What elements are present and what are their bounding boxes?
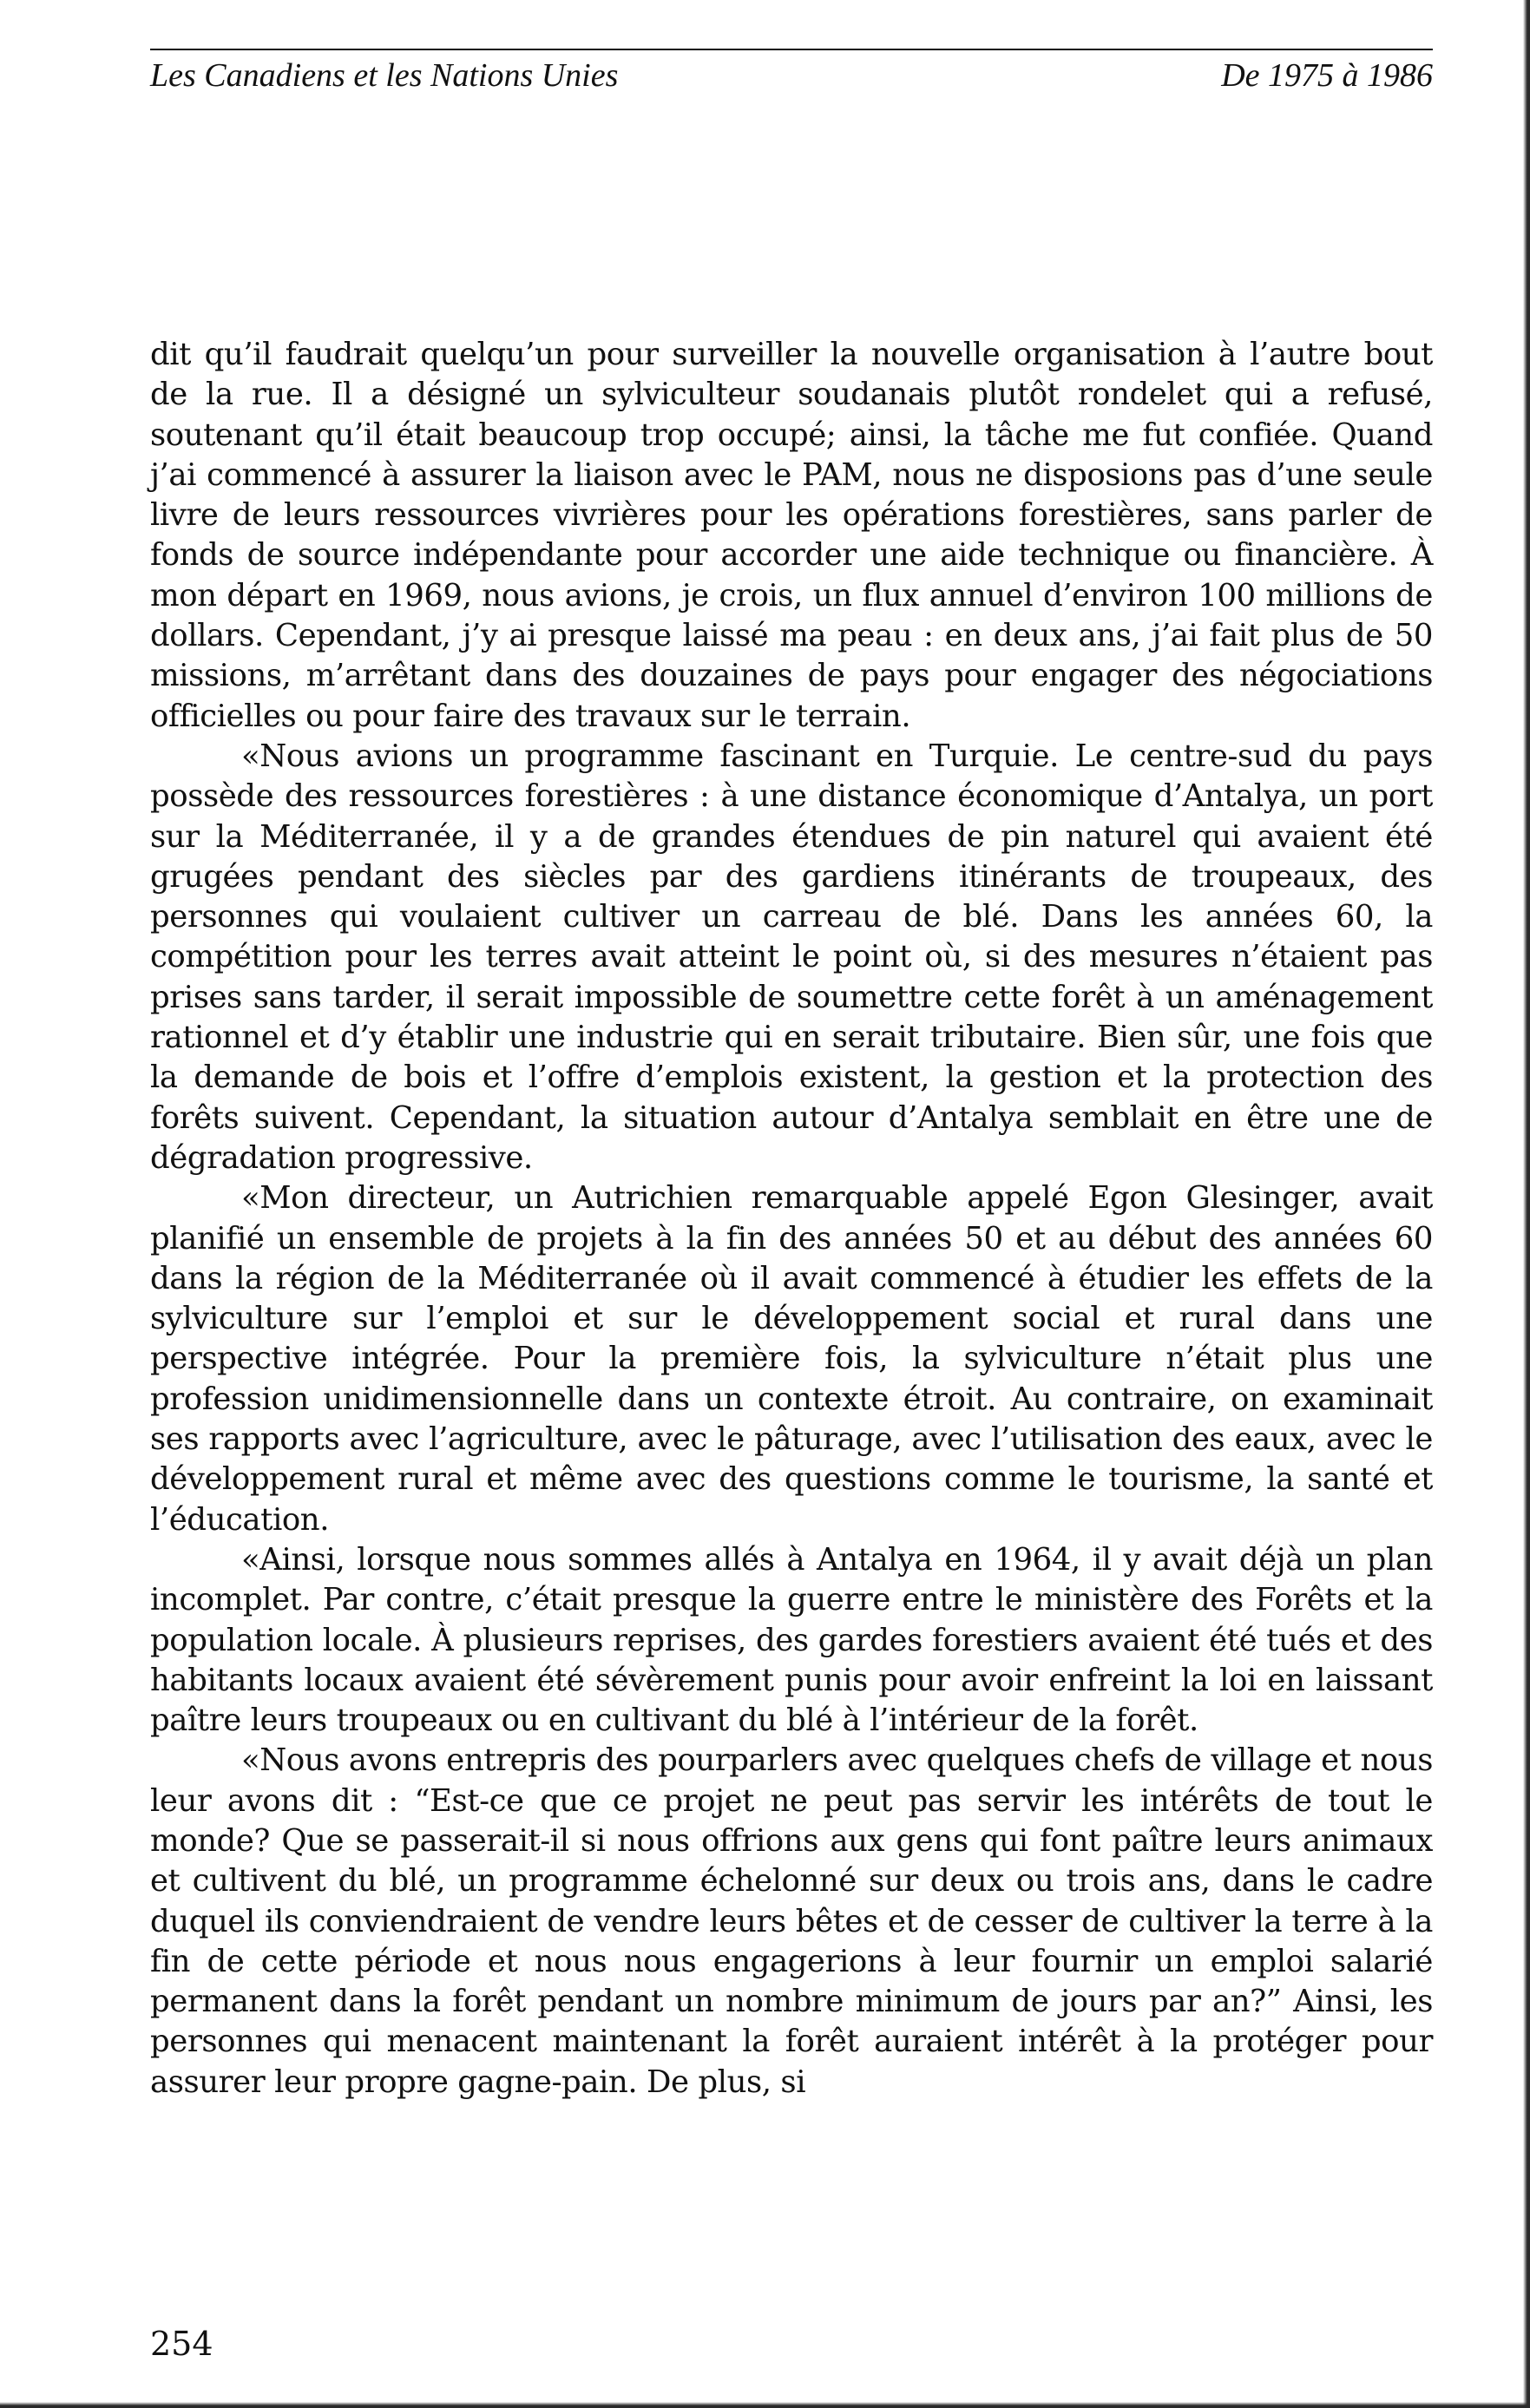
page-number: 254 bbox=[150, 2325, 213, 2363]
scan-edge-right bbox=[1523, 0, 1530, 2408]
header-rule bbox=[150, 49, 1433, 50]
running-head bbox=[150, 56, 1433, 95]
paragraph: «Nous avions un programme fascinant en Turquie. Le centre-sud du pays possède des ressources forestières : à une distance économique d’Antalya, un port sur la Méditerranée, il y a de grandes étendues de pin naturel qui avaient été grugées pendant des siècles par des gardiens itinérants de troupeaux, des personnes qui voulaient cultiver un carreau de blé. Dans les années 60, la compétition pour les terres avait atteint le point où, si des mesures n’étaient pas prises sans tarder, il serait impossible de soumettre cette forêt à un aménagement rationnel et d’y établir une industrie qui en serait tributaire. Bien sûr, une fois que la demande de bois et l’offre d’emplois existent, la gestion et la protection des forêts suivent. Cependant, la situation autour d’Antalya semblait en être une de dégradation progressive. bbox=[150, 738, 1433, 1176]
running-head-period: De 1975 à 1986 bbox=[1221, 57, 1433, 94]
body-text bbox=[150, 335, 1433, 2103]
scan-edge-bottom bbox=[0, 2402, 1530, 2408]
paragraph: «Mon directeur, un Autrichien remarquable appelé Egon Glesinger, avait planifié un ensemble de projets à la fin des années 50 et au début des années 60 dans la région de la Méditerranée où il avait commencé à étudier les effets de la sylviculture sur l’emploi et sur le développement social et rural dans une perspective intégrée. Pour la première fois, la sylviculture n’était plus une profession unidimensionnelle dans un contexte étroit. Au contraire, on examinait ses rapports avec l’agriculture, avec le pâturage, avec l’utilisation des eaux, avec le développement rural et même avec des questions comme le tourisme, la santé et l’éducation. bbox=[150, 1180, 1433, 1538]
running-head-book-title: Les Canadiens et les Nations Unies bbox=[150, 57, 619, 94]
paragraph: «Nous avons entrepris des pourparlers avec quelques chefs de village et nous leur avons dit : “Est-ce que ce projet ne peut pas servir les intérêts de tout le monde? Que se passerait-il si nous offrions aux gens qui font paître leurs animaux et cultivent du blé, un programme échelonné sur deux ou trois ans, dans le cadre duquel ils conviendraient de vendre leurs bêtes et de cesser de cultiver la terre à la fin de cette période et nous nous engagerions à leur fournir un emploi salarié permanent dans la forêt pendant un nombre minimum de jours par an?” Ainsi, les personnes qui menacent maintenant la forêt auraient intérêt à la protéger pour assurer leur propre gagne-pain. De plus, si bbox=[150, 1742, 1433, 2100]
paragraph: dit qu’il faudrait quelqu’un pour surveiller la nouvelle organisation à l’autre bout de la rue. Il a désigné un sylviculteur soudanais plutôt rondelet qui a refusé, soutenant qu’il était beaucoup trop occupé; ainsi, la tâche me fut confiée. Quand j’ai commencé à assurer la liaison avec le PAM, nous ne disposions pas d’une seule livre de leurs ressources vivrières pour les opérations forestières, sans parler de fonds de source indépendante pour accorder une aide technique ou financière. À mon départ en 1969, nous avions, je crois, un flux annuel d’environ 100 millions de dollars. Cependant, j’y ai presque laissé ma peau : en deux ans, j’ai fait plus de 50 missions, m’arrêtant dans des douzaines de pays pour engager des négociations officielles ou pour faire des travaux sur le terrain. bbox=[150, 337, 1433, 734]
paragraph: «Ainsi, lorsque nous sommes allés à Antalya en 1964, il y avait déjà un plan incomplet. Par contre, c’était presque la guerre entre le ministère des Forêts et la population locale. À plusieurs reprises, des gardes forestiers avaient été tués et des habitants locaux avaient été sévèrement punis pour avoir enfreint la loi en laissant paître leurs troupeaux ou en cultivant du blé à l’intérieur de la forêt. bbox=[150, 1541, 1433, 1739]
